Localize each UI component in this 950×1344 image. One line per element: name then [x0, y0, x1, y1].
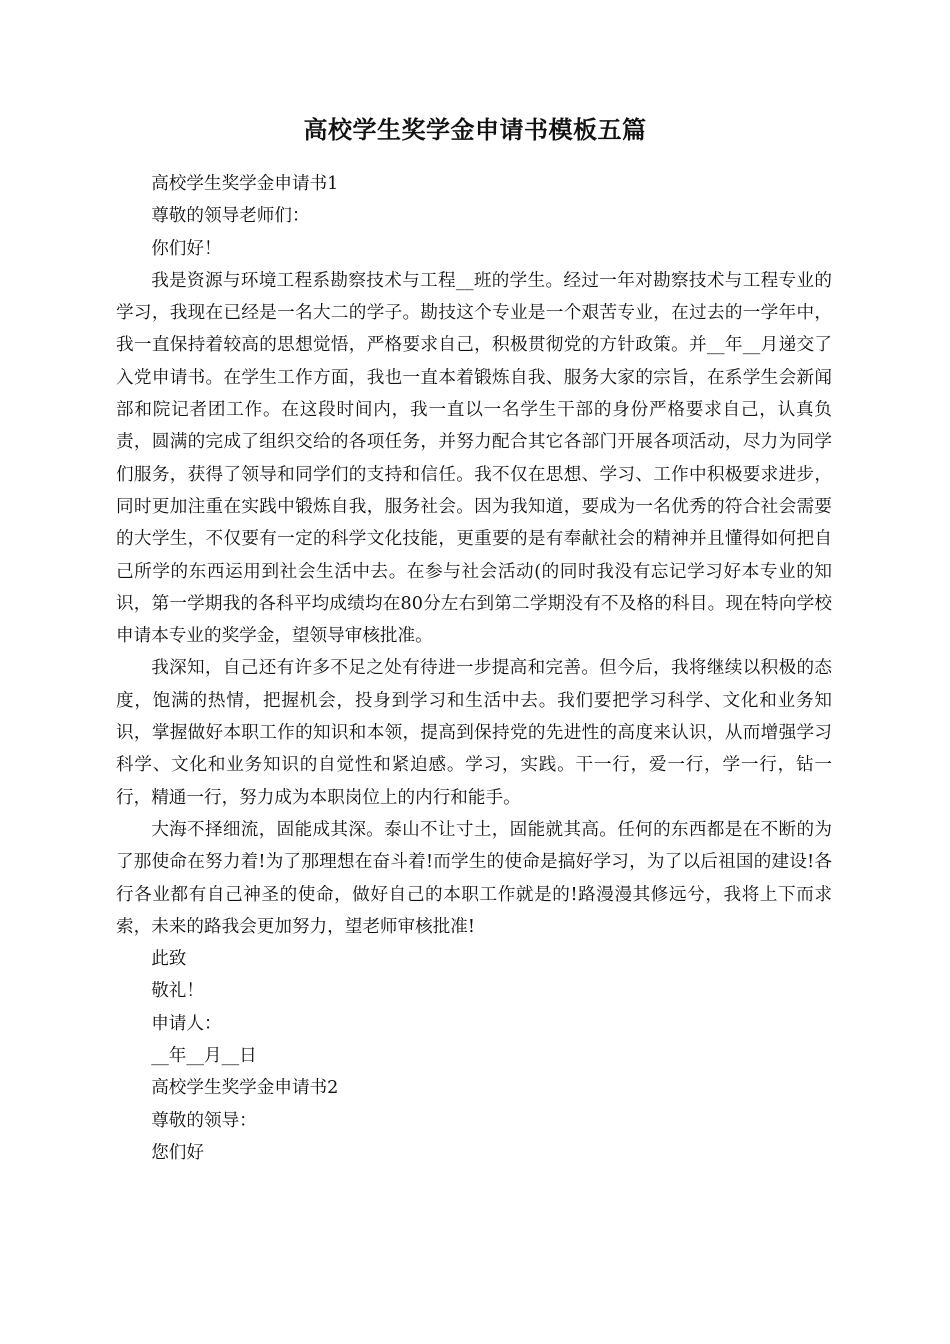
document-body	[116, 168, 832, 1169]
section-heading: 高校学生奖学金申请书1	[151, 174, 339, 194]
closing-line: 此致	[151, 949, 187, 970]
document-title: 高校学生奖学金申请书模板五篇	[303, 115, 647, 144]
greeting: 您们好	[151, 1142, 204, 1163]
date-line: __年__月__日	[151, 1046, 257, 1067]
applicant-label: 申请人：	[151, 1013, 222, 1034]
greeting: 你们好！	[151, 238, 222, 259]
section-heading: 高校学生奖学金申请书2	[151, 1078, 339, 1099]
closing-regards: 敬礼！	[151, 981, 204, 1002]
salutation: 尊敬的领导老师们：	[151, 206, 310, 227]
body-paragraph: 我是资源与环境工程系勘察技术与工程__班的学生。经过一年对勘察技术与工程专业的学习，我现在已经是一名大二的学子。勘技这个专业是一个艰苦专业，在过去的一学年中，我一直保持着较高的思想觉悟，严格要求自己，积极贯彻党的方针政策。并__年__月递交了入党申请书。在学生工作方面，我也一直本着锻炼自我、服务大家的宗旨，在系学生会新闻部和院记者团工作。在这段时间内，我一直以一名学生干部的身份严格要求自己，认真负责，圆满的完成了组织交给的各项任务，并努力配合其它各部门开展各项活动，尽力为同学们服务，获得了领导和同学们的支持和信任。我不仅在思想、学习、工作中积极要求进步，同时更加注重在实践中锻炼自我，服务社会。因为我知道，要成为一名优秀的符合社会需要的大学生，不仅要有一定的科学文化技能，更重要的是有奉献社会的精神并且懂得如何把自己所学的东西运用到社会生活中去。在参与社会活动(的同时我没有忘记学习好本专业的知识，第一学期我的各科平均成绩均在80分左右到第二学期没有不及格的科目。现在特向学校申请本专业的奖学金，望领导审核批准。	[116, 270, 832, 647]
body-paragraph: 大海不择细流，固能成其深。泰山不让寸土，固能就其高。任何的东西都是在不断的为了那使命在努力着!为了那理想在奋斗着!而学生的使命是搞好学习，为了以后祖国的建设!各行各业都有自己神圣的使命，做好自己的本职工作就是的!路漫漫其修远兮，我将上下而求索，未来的路我会更加努力，望老师审核批准!	[116, 819, 832, 937]
salutation: 尊敬的领导：	[151, 1110, 257, 1131]
body-paragraph: 我深知，自己还有许多不足之处有待进一步提高和完善。但今后，我将继续以积极的态度，饱满的热情，把握机会，投身到学习和生活中去。我们要把学习科学、文化和业务知识，掌握做好本职工作的知识和本领，提高到保持党的先进性的高度来认识，从而增强学习科学、文化和业务知识的自觉性和紧迫感。学习，实践。干一行，爱一行，学一行，钻一行，精通一行，努力成为本职岗位上的内行和能手。	[116, 658, 832, 808]
